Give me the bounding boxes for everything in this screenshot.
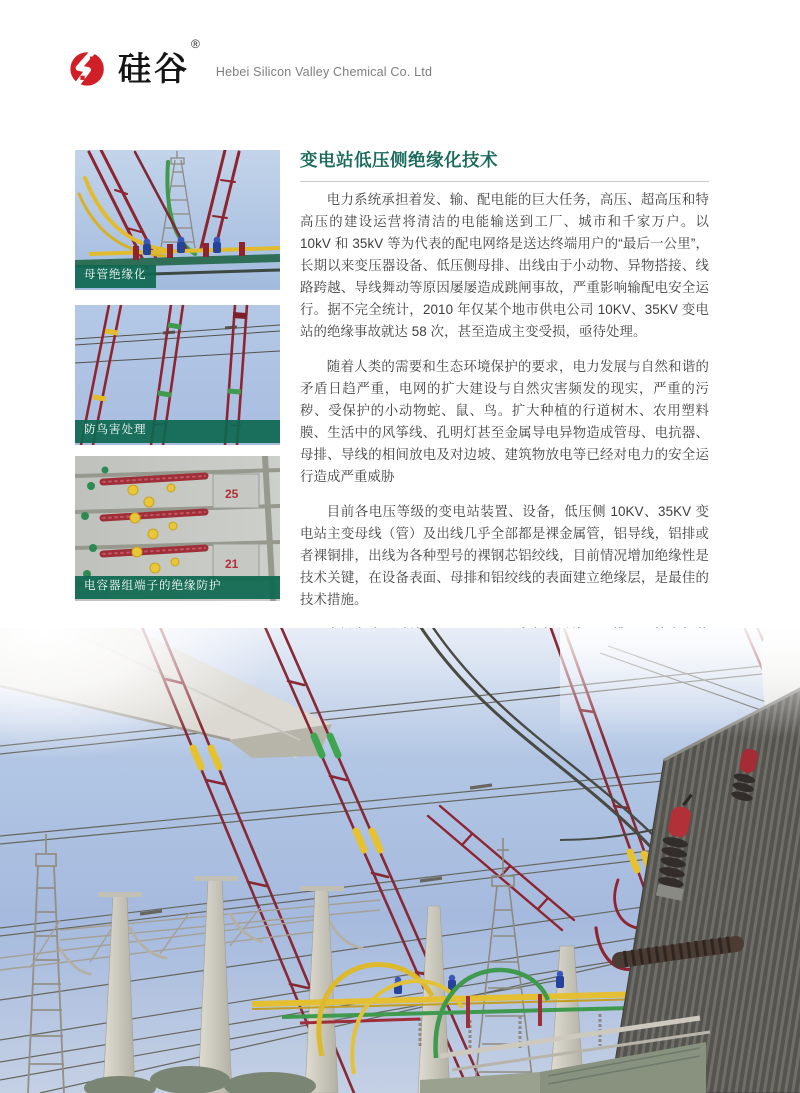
figure-caption — [75, 420, 280, 443]
logo-chinese-name: 硅谷® — [118, 36, 203, 87]
box-number: 21 — [225, 557, 239, 571]
logo-icon — [68, 45, 110, 91]
company-logo — [68, 36, 433, 94]
figure-bird-protection — [75, 305, 280, 445]
article-paragraph: 目前各电压等级的变电站装置、设备，低压侧 10KV、35KV 变电站主变母线（管）及出线几乎全部都是裸金属管，铝导线，铝排或者裸铜排，出线为各种型号的裸钢芯铝绞线，目前情况增加绝缘性是技术关键，在设备表面、母排和铝绞线的表面建立绝缘层，是最佳的技术措施。 — [300, 504, 709, 607]
registered-trademark: ® — [191, 36, 203, 51]
article-paragraph: 随着人类的需要和生态环境保护的要求，电力发展与自然和谐的矛盾日趋严重，电网的扩大建设与自然灾害频发的现实，严重的污秽、受保护的小动物蛇、鼠、鸟。扩大种植的行道树木、农用塑料膜、生活中的风筝线、孔明灯甚至金属导电异物造成管母、电抗器、母排、导线的相间放电及对边坡、建筑物放电等已经对电力的安全运行造成严重威胁 — [300, 359, 709, 484]
figure-capacitor-terminals — [75, 456, 280, 601]
hero-substation-photo — [0, 628, 800, 1093]
figure-caption-text: 母管绝缘化 — [84, 269, 147, 282]
company-name-english: Hebei Silicon Valley Chemical Co. Ltd — [215, 65, 433, 79]
figure-caption-text: 电容器组端子的绝缘防护 — [84, 580, 222, 593]
figure-caption — [75, 265, 156, 288]
article-title: 变电站低压侧绝缘化技术 — [300, 150, 498, 170]
figure-caption — [75, 576, 280, 599]
substation-scene — [0, 628, 800, 1093]
article-paragraph: 电力系统承担着发、输、配电能的巨大任务，高压、超高压和特高压的建设运营将清洁的电能输送到工厂、城市和千家万户。以 10kV 和 35kV 等为代表的配电网络是送达终端用户的“最后一公里”，长期以来变压器设备、低压侧母排、出线由于小动物、异物搭接、线路跨越、导线舞动等原因屡屡造成跳闸事故，严重影响输配电安全运行。据不完全统计，2010 年仅某个地市供电公司 10KV、35KV 变电站的绝缘事故就达 58 次，甚至造成主变受损，亟待处理。 — [300, 192, 709, 339]
figure-caption-text: 防鸟害处理 — [84, 424, 147, 437]
title-divider — [300, 181, 709, 182]
top-left-fade — [0, 628, 430, 858]
box-number: 25 — [225, 487, 239, 501]
figure-busbar-insulation — [75, 150, 280, 290]
top-right-fade — [560, 628, 800, 738]
